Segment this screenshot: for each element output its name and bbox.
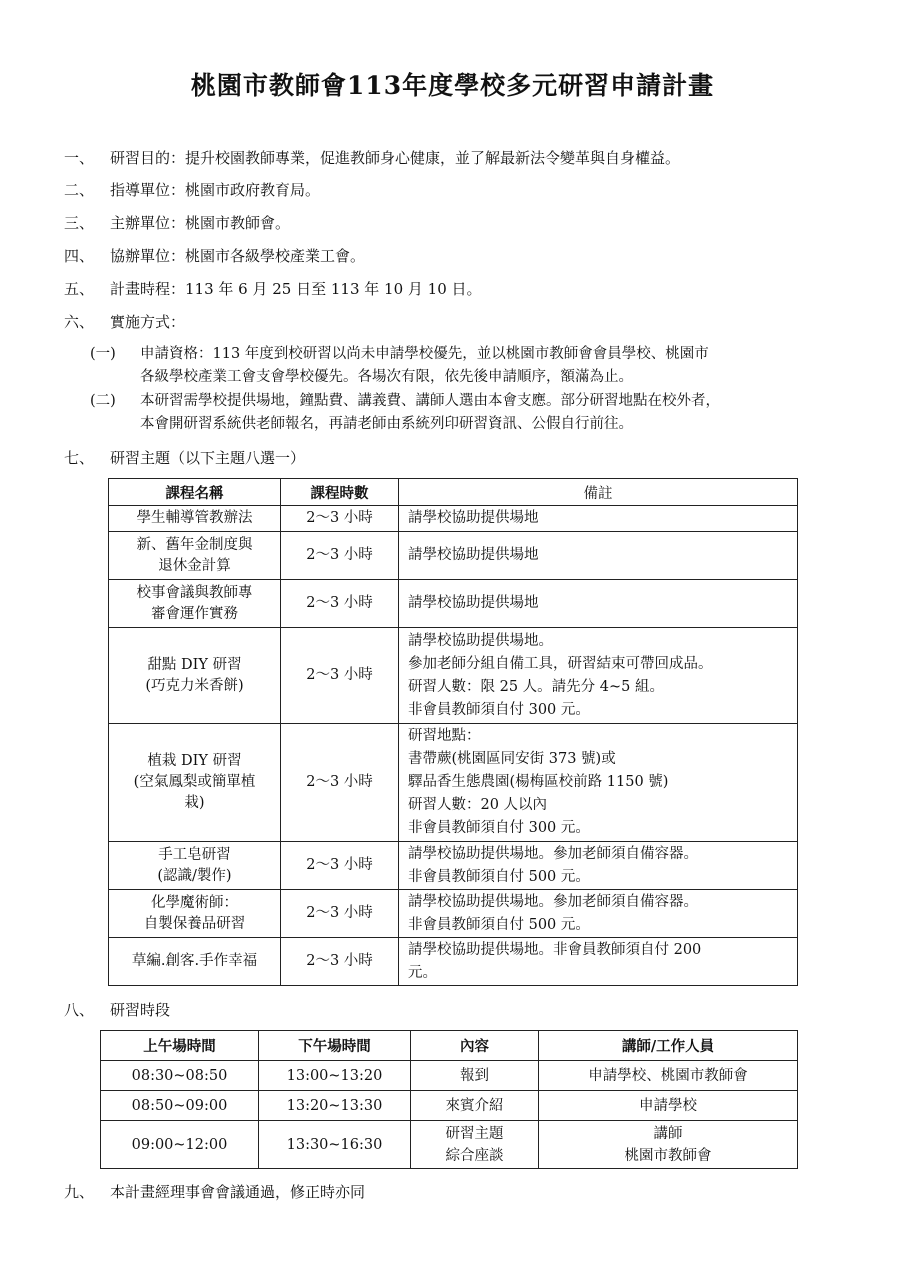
section-number: 一、 bbox=[64, 149, 95, 167]
course-note: 請學校協助提供場地。 參加老師分組自備工具，研習結束可帶回成品。 研習人數：限 25 人。請先分 4~5 組。 非會員教師須自付 300 元。 bbox=[399, 628, 798, 724]
section-number: 二、 bbox=[64, 181, 95, 199]
section-text: 實施方式： bbox=[110, 313, 186, 331]
course-name: 化學魔術師： 自製保養品研習 bbox=[109, 890, 281, 938]
section-text: 研習主題（以下主題八選一） bbox=[110, 449, 306, 467]
section-number: 七、 bbox=[64, 449, 95, 467]
course-hours: 2〜3 小時 bbox=[281, 724, 399, 842]
table-row bbox=[109, 938, 798, 986]
page-title: 桃園市教師會113年度學校多元研習申請計畫 bbox=[190, 71, 715, 100]
course-name: 手工皂研習 (認識/製作) bbox=[109, 842, 281, 890]
schedule-table bbox=[100, 1030, 798, 1169]
section-text: 計畫時程：113 年 6 月 25 日至 113 年 10 月 10 日。 bbox=[110, 280, 482, 298]
slot-staff: 講師 桃園市教師會 bbox=[539, 1121, 798, 1169]
table-row bbox=[101, 1091, 798, 1121]
slot-content: 研習主題 綜合座談 bbox=[411, 1121, 539, 1169]
pm-time: 13:20~13:30 bbox=[259, 1091, 411, 1121]
column-header: 講師/工作人員 bbox=[539, 1031, 798, 1061]
course-note: 請學校協助提供場地。非會員教師須自付 200 元。 bbox=[399, 938, 798, 986]
table-row bbox=[101, 1061, 798, 1091]
section-text: 本計畫經理事會會議通過，修正時亦同 bbox=[110, 1183, 366, 1201]
implementation-item-2 bbox=[90, 390, 850, 436]
column-header: 下午場時間 bbox=[259, 1031, 411, 1061]
am-time: 09:00~12:00 bbox=[101, 1121, 259, 1169]
course-note: 請學校協助提供場地 bbox=[399, 506, 798, 532]
section-topics bbox=[64, 448, 305, 468]
column-header: 課程名稱 bbox=[109, 479, 281, 506]
course-note: 研習地點： 書帶蕨(桃園區同安街 373 號)或 驛品香生態農園(楊梅區校前路 1150 號) 研習人數：20 人以內 非會員教師須自付 300 元。 bbox=[399, 724, 798, 842]
table-row bbox=[109, 580, 798, 628]
table-header-row bbox=[101, 1031, 798, 1061]
course-hours: 2〜3 小時 bbox=[281, 532, 399, 580]
slot-staff: 申請學校 bbox=[539, 1091, 798, 1121]
pm-time: 13:30~16:30 bbox=[259, 1121, 411, 1169]
course-name: 新、舊年金制度與 退休金計算 bbox=[109, 532, 281, 580]
table-row bbox=[109, 890, 798, 938]
course-note: 請學校協助提供場地 bbox=[399, 532, 798, 580]
item-line: 各級學校產業工會支會學校優先。各場次有限，依先後申請順序，額滿為止。 bbox=[140, 369, 633, 385]
section-time-slots bbox=[64, 1000, 170, 1020]
section-number: 三、 bbox=[64, 214, 95, 232]
section-approval bbox=[64, 1182, 365, 1202]
item-line: 申請資格：113 年度到校研習以尚未申請學校優先，並以桃園市教師會會員學校、桃園市 bbox=[140, 346, 709, 362]
section-purpose bbox=[64, 148, 680, 168]
section-organizer bbox=[64, 213, 290, 233]
column-header: 上午場時間 bbox=[101, 1031, 259, 1061]
topics-table bbox=[108, 478, 798, 986]
implementation-item-1 bbox=[90, 343, 850, 389]
course-hours: 2〜3 小時 bbox=[281, 890, 399, 938]
section-number: 八、 bbox=[64, 1001, 95, 1019]
table-row bbox=[109, 628, 798, 724]
course-hours: 2〜3 小時 bbox=[281, 628, 399, 724]
course-note: 請學校協助提供場地 bbox=[399, 580, 798, 628]
table-row bbox=[101, 1121, 798, 1169]
pm-time: 13:00~13:20 bbox=[259, 1061, 411, 1091]
section-text: 主辦單位：桃園市教師會。 bbox=[110, 214, 291, 232]
am-time: 08:50~09:00 bbox=[101, 1091, 259, 1121]
section-number: 九、 bbox=[64, 1183, 95, 1201]
section-text: 研習時段 bbox=[110, 1001, 171, 1019]
slot-content: 來賓介紹 bbox=[411, 1091, 539, 1121]
section-implementation bbox=[64, 312, 185, 332]
course-name: 植栽 DIY 研習 (空氣鳳梨或簡單植 栽) bbox=[109, 724, 281, 842]
course-name: 校事會議與教師專 審會運作實務 bbox=[109, 580, 281, 628]
table-row bbox=[109, 842, 798, 890]
column-header: 備註 bbox=[399, 479, 798, 506]
am-time: 08:30~08:50 bbox=[101, 1061, 259, 1091]
table-row bbox=[109, 724, 798, 842]
item-number: (一) bbox=[90, 346, 116, 362]
course-hours: 2〜3 小時 bbox=[281, 580, 399, 628]
section-number: 五、 bbox=[64, 280, 95, 298]
section-co-organizer bbox=[64, 246, 365, 266]
column-header: 課程時數 bbox=[281, 479, 399, 506]
section-number: 四、 bbox=[64, 247, 95, 265]
slot-content: 報到 bbox=[411, 1061, 539, 1091]
table-row bbox=[109, 532, 798, 580]
section-schedule bbox=[64, 279, 482, 299]
table-row bbox=[109, 506, 798, 532]
course-hours: 2〜3 小時 bbox=[281, 842, 399, 890]
item-line: 本研習需學校提供場地，鐘點費、講義費、講師人選由本會支應。部分研習地點在校外者， bbox=[140, 393, 720, 409]
section-text: 研習目的：提升校園教師專業，促進教師身心健康，並了解最新法令變革與自身權益。 bbox=[110, 149, 681, 167]
course-note: 請學校協助提供場地。參加老師須自備容器。 非會員教師須自付 500 元。 bbox=[399, 890, 798, 938]
section-text: 指導單位：桃園市政府教育局。 bbox=[110, 181, 321, 199]
course-hours: 2〜3 小時 bbox=[281, 938, 399, 986]
section-text: 協辦單位：桃園市各級學校產業工會。 bbox=[110, 247, 366, 265]
item-number: (二) bbox=[90, 393, 116, 409]
course-name: 甜點 DIY 研習 (巧克力米香餅) bbox=[109, 628, 281, 724]
column-header: 內容 bbox=[411, 1031, 539, 1061]
course-note: 請學校協助提供場地。參加老師須自備容器。 非會員教師須自付 500 元。 bbox=[399, 842, 798, 890]
item-line: 本會開研習系統供老師報名，再請老師由系統列印研習資訊、公假自行前往。 bbox=[140, 416, 633, 432]
section-supervisor bbox=[64, 180, 320, 200]
course-name: 草編.創客.手作幸福 bbox=[109, 938, 281, 986]
table-header-row bbox=[109, 479, 798, 506]
section-number: 六、 bbox=[64, 313, 95, 331]
slot-staff: 申請學校、桃園市教師會 bbox=[539, 1061, 798, 1091]
course-hours: 2〜3 小時 bbox=[281, 506, 399, 532]
course-name: 學生輔導管教辦法 bbox=[109, 506, 281, 532]
